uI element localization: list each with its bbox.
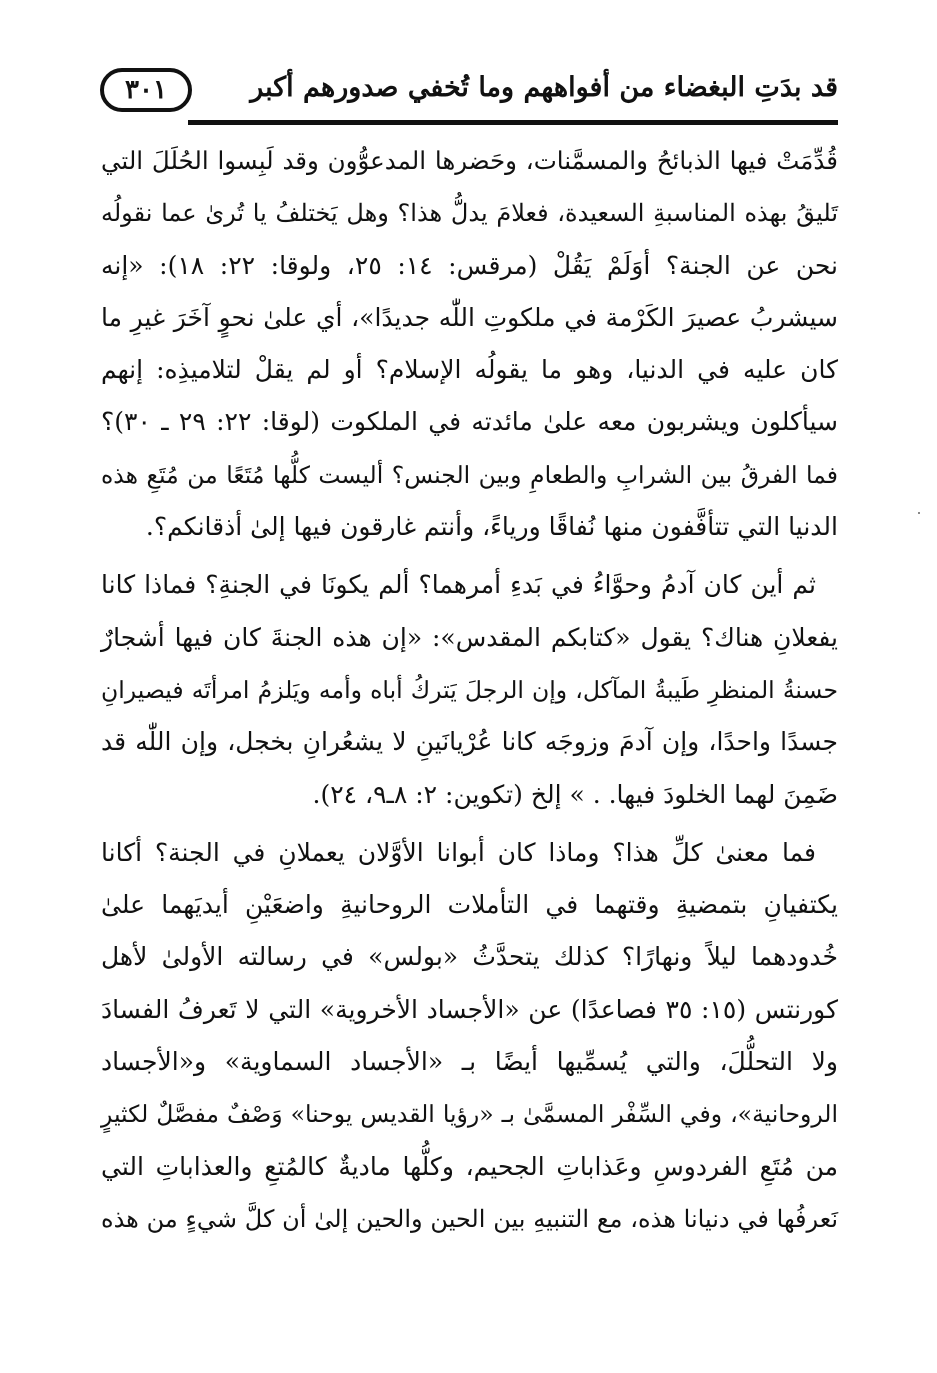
text-line: جسدًا واحدًا، وإن آدمَ وزوجَه كانا عُرْيانَينِ لا يشعُرانِ بخجل، وإن اللّٰه قد — [101, 727, 838, 757]
paragraph-1 — [101, 135, 838, 553]
body-text — [101, 135, 838, 1245]
text-line: ولا التحلُّلَ، والتي يُسمِّيها أيضًا بـ «الأجساد السماوية» و«الأجساد — [101, 1047, 838, 1077]
text-line: تَليقُ بهذه المناسبةِ السعيدة، فعلامَ يدلُّ هذا؟ وهل يَختلفُ يا تُرىٰ عما نقولُه — [101, 199, 838, 228]
text-line: ضَمِنَ لهما الخلودَ فيها. . » إلخ (تكوين: ٢: ٨ـ٩، ٢٤). — [312, 779, 838, 809]
text-line: يفعلانِ هناك؟ يقول «كتابكم المقدس»: «إن هذه الجنةَ كان فيها أشجارٌ — [101, 622, 838, 652]
header-rule — [188, 120, 838, 125]
text-line: فما معنىٰ كلِّ هذا؟ وماذا كان أبوانا الأوَّلان يعملانِ في الجنة؟ أكانا — [101, 837, 816, 867]
text-line: الدنيا التي تتأفَّفون منها نُفاقًا ورياءً، وأنتم غارقون فيها إلىٰ أذقانكم؟. — [145, 512, 838, 542]
text-line: من مُتَعِ الفردوسِ وعَذاباتِ الجحيم، وكلُّها ماديةٌ كالمُتعِ والعذاباتِ التي — [101, 1151, 838, 1181]
text-line: نَعرفُها في دنيانا هذه، مع التنبيهِ بين الحين والحين إلىٰ أن كلَّ شيءٍ من هذه — [101, 1204, 838, 1233]
text-line: سيشربُ عصيرَ الكَرْمة في ملكوتِ اللّٰه جديدًا»، أي علىٰ نحوٍ آخَرَ غيرِ ما — [101, 302, 838, 332]
text-line: الروحانية»، وفي السِّفْر المسمَّىٰ بـ «رؤيا القديس يوحنا» وَصْفٌ مفصَّلٌ لكثيرٍ — [101, 1100, 838, 1129]
page-number: ٣٠١ — [100, 68, 192, 112]
scan-speck — [918, 512, 920, 514]
text-line: قُدِّمَتْ فيها الذبائحُ والمسمَّنات، وحَضرها المدعوُّون وقد لَبِسوا الحُلَلَ التي — [101, 146, 838, 175]
text-line: ثم أين كان آدمُ وحوَّاءُ في بَدءِ أمرهما؟ ألم يكونَا في الجنةِ؟ فماذا كانا — [101, 570, 816, 600]
text-line: كورنتس (١٥: ٣٥ فصاعدًا) عن «الأجساد الأخروية» التي لا تَعرفُ الفسادَ — [101, 994, 838, 1024]
text-line: خُدودهما ليلاً ونهارًا؟ كذلك يتحدَّثُ «بولس» في رسالته الأولىٰ لأهل — [101, 942, 838, 972]
page-header — [100, 62, 838, 128]
text-line: سيأكلون ويشربون معه علىٰ مائدته في الملكوت (لوقا: ٢٢: ٢٩ ـ ٣٠)؟ — [101, 407, 838, 437]
text-line: كان عليه في الدنيا، وهو ما يقولُه الإسلام؟ أو لم يقلْ لتلاميذِه: إنهم — [101, 355, 838, 385]
text-line: فما الفرقُ بين الشرابِ والطعامِ وبين الجنس؟ أليست كلُّها مُتَعًا من مُتَعِ هذه — [101, 460, 838, 489]
paragraph-2 — [101, 559, 838, 820]
text-line: حسنةُ المنظرِ طَيبةُ المآكل، وإن الرجلَ يَتركُ أباه وأمه ويَلزمُ امرأتَه فيصيرانِ — [101, 675, 838, 704]
text-line: نحن عن الجنة؟ أوَلَمْ يَقُلْ (مرقس: ١٤: ٢٥، ولوقا: ٢٢: ١٨): «إنه — [101, 250, 839, 280]
paragraph-3 — [101, 827, 838, 1245]
text-line: يكتفيانِ بتمضيةِ وقتهما في التأملات الروحانيةِ واضعَيْنِ أيديَهما علىٰ — [101, 890, 838, 920]
running-title: قد بدَتِ البغضاء من أفواههم وما تُخفي صدورهم أكبر — [250, 72, 838, 103]
